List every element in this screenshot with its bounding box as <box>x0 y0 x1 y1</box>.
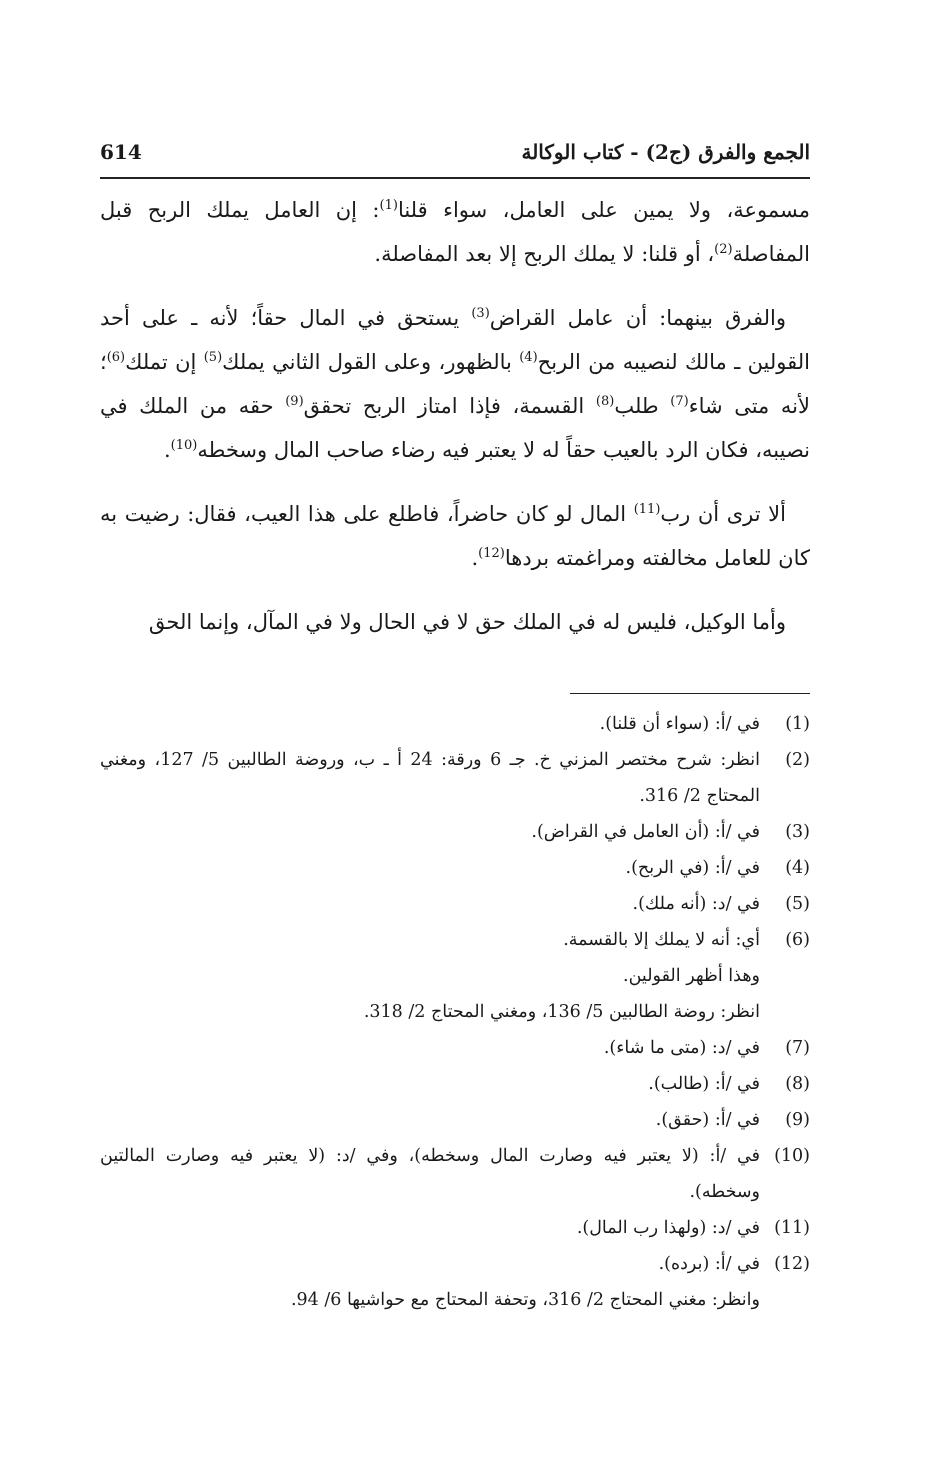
footnote-number <box>760 994 810 1030</box>
footnote-ref: (1) <box>379 198 398 213</box>
footnote <box>100 1066 810 1102</box>
footnote-ref: (5) <box>203 350 223 365</box>
footnote-text: في /أ: (حقق). <box>655 1110 760 1130</box>
footnote-number: (9) <box>785 1110 810 1130</box>
footnote-text: في /أ: (في الربح). <box>625 858 760 878</box>
footnote <box>100 1210 810 1246</box>
footnote-number: (1) <box>785 714 810 734</box>
footnote-text: في /أ: (لا يعتبر فيه وصارت المال وسخطه)، وفي /د: (لا يعتبر فيه وصارت المالتين وسخطه). <box>100 1146 760 1202</box>
footnote-text: في /أ: (أن العامل في القراض). <box>531 822 760 842</box>
paragraph: ألا ترى أن رب$^{(11)}$ المال لو كان حاضراً، فاطلع على هذا العيب، فقال: رضيت به كان للعامل مخالفته ومراغمته بردها$^{(12)}$. <box>100 502 810 570</box>
page-number: 614 <box>100 140 142 164</box>
footnote <box>100 886 810 922</box>
footnotes <box>100 706 810 1318</box>
page-header <box>100 132 810 172</box>
footnote-number: (7) <box>785 1038 810 1058</box>
footnote-number: (8) <box>785 1074 810 1094</box>
running-title: الجمع والفرق (ج2) - كتاب الوكالة <box>521 140 810 164</box>
footnote-number: (11) <box>774 1218 810 1238</box>
footnote <box>100 1246 810 1282</box>
footnote-number <box>760 958 810 994</box>
paragraph: والفرق بينهما: أن عامل القراض$^{(3)}$ يستحق في المال حقاً؛ لأنه ـ على أحد القولين ـ مالك لنصيبه من الربح$^{(4)}$ بالظهور، وعلى القول الثاني يملك$^{(5)}$ إن تملك$^{(6)}$؛ لأنه متى شاء$^{(7)}$ طلب$^{(8)}$ القسمة، فإذا امتاز الربح تحقق$^{(9)}$ حقه من الملك في نصيبه، فكان الرد بالعيب حقاً له لا يعتبر فيه رضاء صاحب المال وسخطه$^{(10)}$. <box>100 306 811 462</box>
footnote-number: (6) <box>785 930 810 950</box>
footnote-text: في /د: (أنه ملك). <box>632 894 760 914</box>
footnote-number <box>760 1282 810 1318</box>
footnote-divider <box>570 693 810 694</box>
footnote <box>100 922 810 958</box>
footnote-text: في /أ: (برده). <box>658 1254 760 1274</box>
footnote-text: أي: أنه لا يملك إلا بالقسمة. <box>563 930 760 950</box>
footnote-ref: (11) <box>633 502 661 517</box>
footnote-number: (3) <box>785 822 810 842</box>
footnote-number: (5) <box>785 894 810 914</box>
footnote <box>100 1138 810 1210</box>
footnote-ref: (9) <box>285 394 304 409</box>
footnote-text: في /أ: (طالب). <box>648 1074 760 1094</box>
footnote-text: في /د: (متى ما شاء). <box>603 1038 760 1058</box>
footnote-ref: (10) <box>170 438 198 453</box>
book-page <box>100 0 810 1478</box>
footnote-text: وهذا أظهر القولين. <box>623 966 760 986</box>
footnote <box>100 706 810 742</box>
footnote-number: (4) <box>785 858 810 878</box>
footnote <box>100 742 810 814</box>
footnote-continuation <box>100 1282 810 1318</box>
footnote <box>100 1030 810 1066</box>
header-divider <box>100 177 810 179</box>
footnote-number: (10) <box>774 1146 810 1166</box>
footnote <box>100 850 810 886</box>
footnote-text: انظر: روضة الطالبين 5/ 136، ومغني المحتاج 2/ 318. <box>363 1002 760 1022</box>
footnote-ref: (4) <box>519 350 538 365</box>
footnote-ref: (12) <box>478 546 505 561</box>
footnote-number: (2) <box>785 750 810 770</box>
footnote-continuation <box>100 994 810 1030</box>
footnote-text: وانظر: مغني المحتاج 2/ 316، وتحفة المحتاج مع حواشيها 6/ 94. <box>290 1290 760 1310</box>
paragraph: وأما الوكيل، فليس له في الملك حق لا في الحال ولا في المآل، وإنما الحق <box>148 610 786 634</box>
footnote-ref: (8) <box>595 394 615 409</box>
footnote <box>100 1102 810 1138</box>
footnote-text: في /د: (ولهذا رب المال). <box>576 1218 760 1238</box>
footnote-number: (12) <box>774 1254 810 1274</box>
footnote-text: في /أ: (سواء أن قلنا). <box>599 714 760 734</box>
footnote-text: انظر: شرح مختصر المزني خ. جـ 6 ورقة: 24 أ ـ ب، وروضة الطالبين 5/ 127، ومغني المحتاج 2/ 316. <box>100 750 760 806</box>
footnote-ref: (6) <box>106 350 126 365</box>
main-text <box>100 188 810 664</box>
footnote-ref: (7) <box>670 394 689 409</box>
paragraph: مسموعة، ولا يمين على العامل، سواء قلنا$^{(1)}$: إن العامل يملك الربح قبل المفاصلة$^{(2)}$، أو قلنا: لا يملك الربح إلا بعد المفاصلة. <box>100 198 810 266</box>
footnote-ref: (2) <box>714 242 733 257</box>
footnote-continuation <box>100 958 810 994</box>
footnote <box>100 814 810 850</box>
footnote-ref: (3) <box>471 306 490 321</box>
